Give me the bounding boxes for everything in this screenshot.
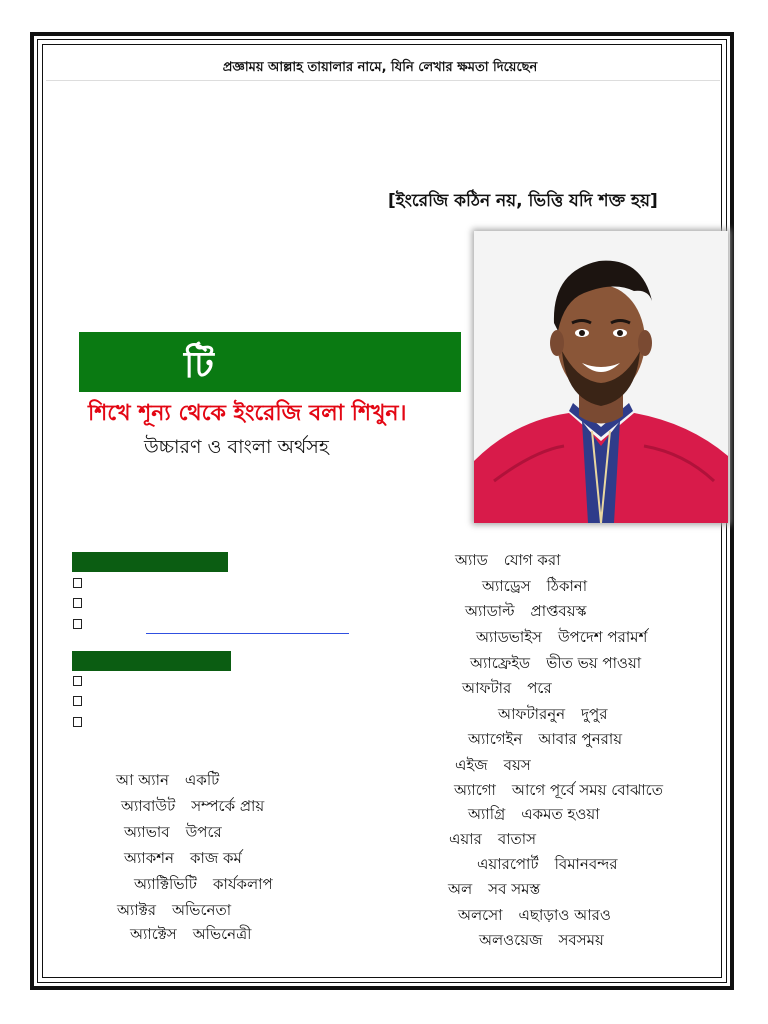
vocab-item: আফটার পরে [462, 679, 552, 697]
subtitle-pronunciation: উচ্চারণ ও বাংলা অর্থসহ [144, 436, 329, 458]
title-banner [79, 332, 461, 392]
portrait-illustration [474, 231, 728, 523]
vocab-item: অ্যাফ্রেইড ভীত ভয় পাওয়া [470, 654, 642, 672]
header-divider [46, 80, 720, 81]
bullet-box [73, 619, 82, 629]
vocab-item: এয়ার বাতাস [449, 830, 537, 848]
vocab-item: অ্যাকশন কাজ কর্ম [124, 849, 242, 867]
vocab-item: অ্যাডাল্ট প্রাপ্তবয়স্ক [465, 602, 587, 620]
vocab-item: এয়ারপোর্ট বিমানবন্দর [477, 855, 618, 873]
bullet-box [73, 717, 82, 727]
vocab-item: অ্যাড্রেস ঠিকানা [482, 577, 588, 595]
bullet-box [73, 578, 82, 588]
vocab-item: অলসো এছাড়াও আরও [458, 906, 611, 924]
vocab-item: এইজ বয়স [455, 756, 531, 774]
author-photo [474, 231, 728, 523]
vocab-item: আফটারনুন দুপুর [498, 705, 608, 723]
vocab-item: অ্যাক্টিভিটি কার্যকলাপ [134, 875, 273, 893]
vocab-item: অ্যাক্টেস অভিনেত্রী [130, 925, 252, 943]
vocab-item: অ্যাড যোগ করা [455, 551, 561, 569]
vocab-item: অ্যাভাব উপরে [124, 823, 222, 841]
vocab-item: অ্যাডভাইস উপদেশ পরামর্শ [476, 628, 648, 646]
bullet-box [73, 676, 82, 686]
section-bar-1 [72, 552, 228, 572]
bullet-box [73, 696, 82, 706]
vocab-item: অল সব সমস্ত [448, 880, 541, 898]
vocab-item: অ্যাবাউট সম্পর্কে প্রায় [121, 797, 265, 815]
vocab-item: আ অ্যান একটি [116, 771, 220, 789]
vocab-item: অ্যাক্টর অভিনেতা [117, 901, 232, 919]
motto-text: [ইংরেজি কঠিন নয়, ভিত্তি যদি শক্ত হয়] [388, 191, 658, 211]
link-underline [146, 633, 349, 634]
vocab-item: অ্যাগ্রি একমত হওয়া [468, 805, 600, 823]
title-banner-text: টি [184, 345, 214, 386]
bullet-box [73, 598, 82, 608]
section-bar-2 [72, 651, 231, 671]
dedication-header: প্রজ্ঞাময় আল্লাহ তায়ালার নামে, যিনি লেখার ক্ষমতা দিয়েছেন [222, 60, 538, 75]
vocab-item: অলওয়েজ সবসময় [479, 931, 604, 949]
vocab-item: অ্যাগো আগে পূর্বে সময় বোঝাতে [454, 781, 663, 799]
subtitle-red: শিখে শূন্য থেকে ইংরেজি বলা শিখুন। [88, 401, 407, 426]
vocab-item: অ্যাগেইন আবার পুনরায় [468, 730, 623, 748]
